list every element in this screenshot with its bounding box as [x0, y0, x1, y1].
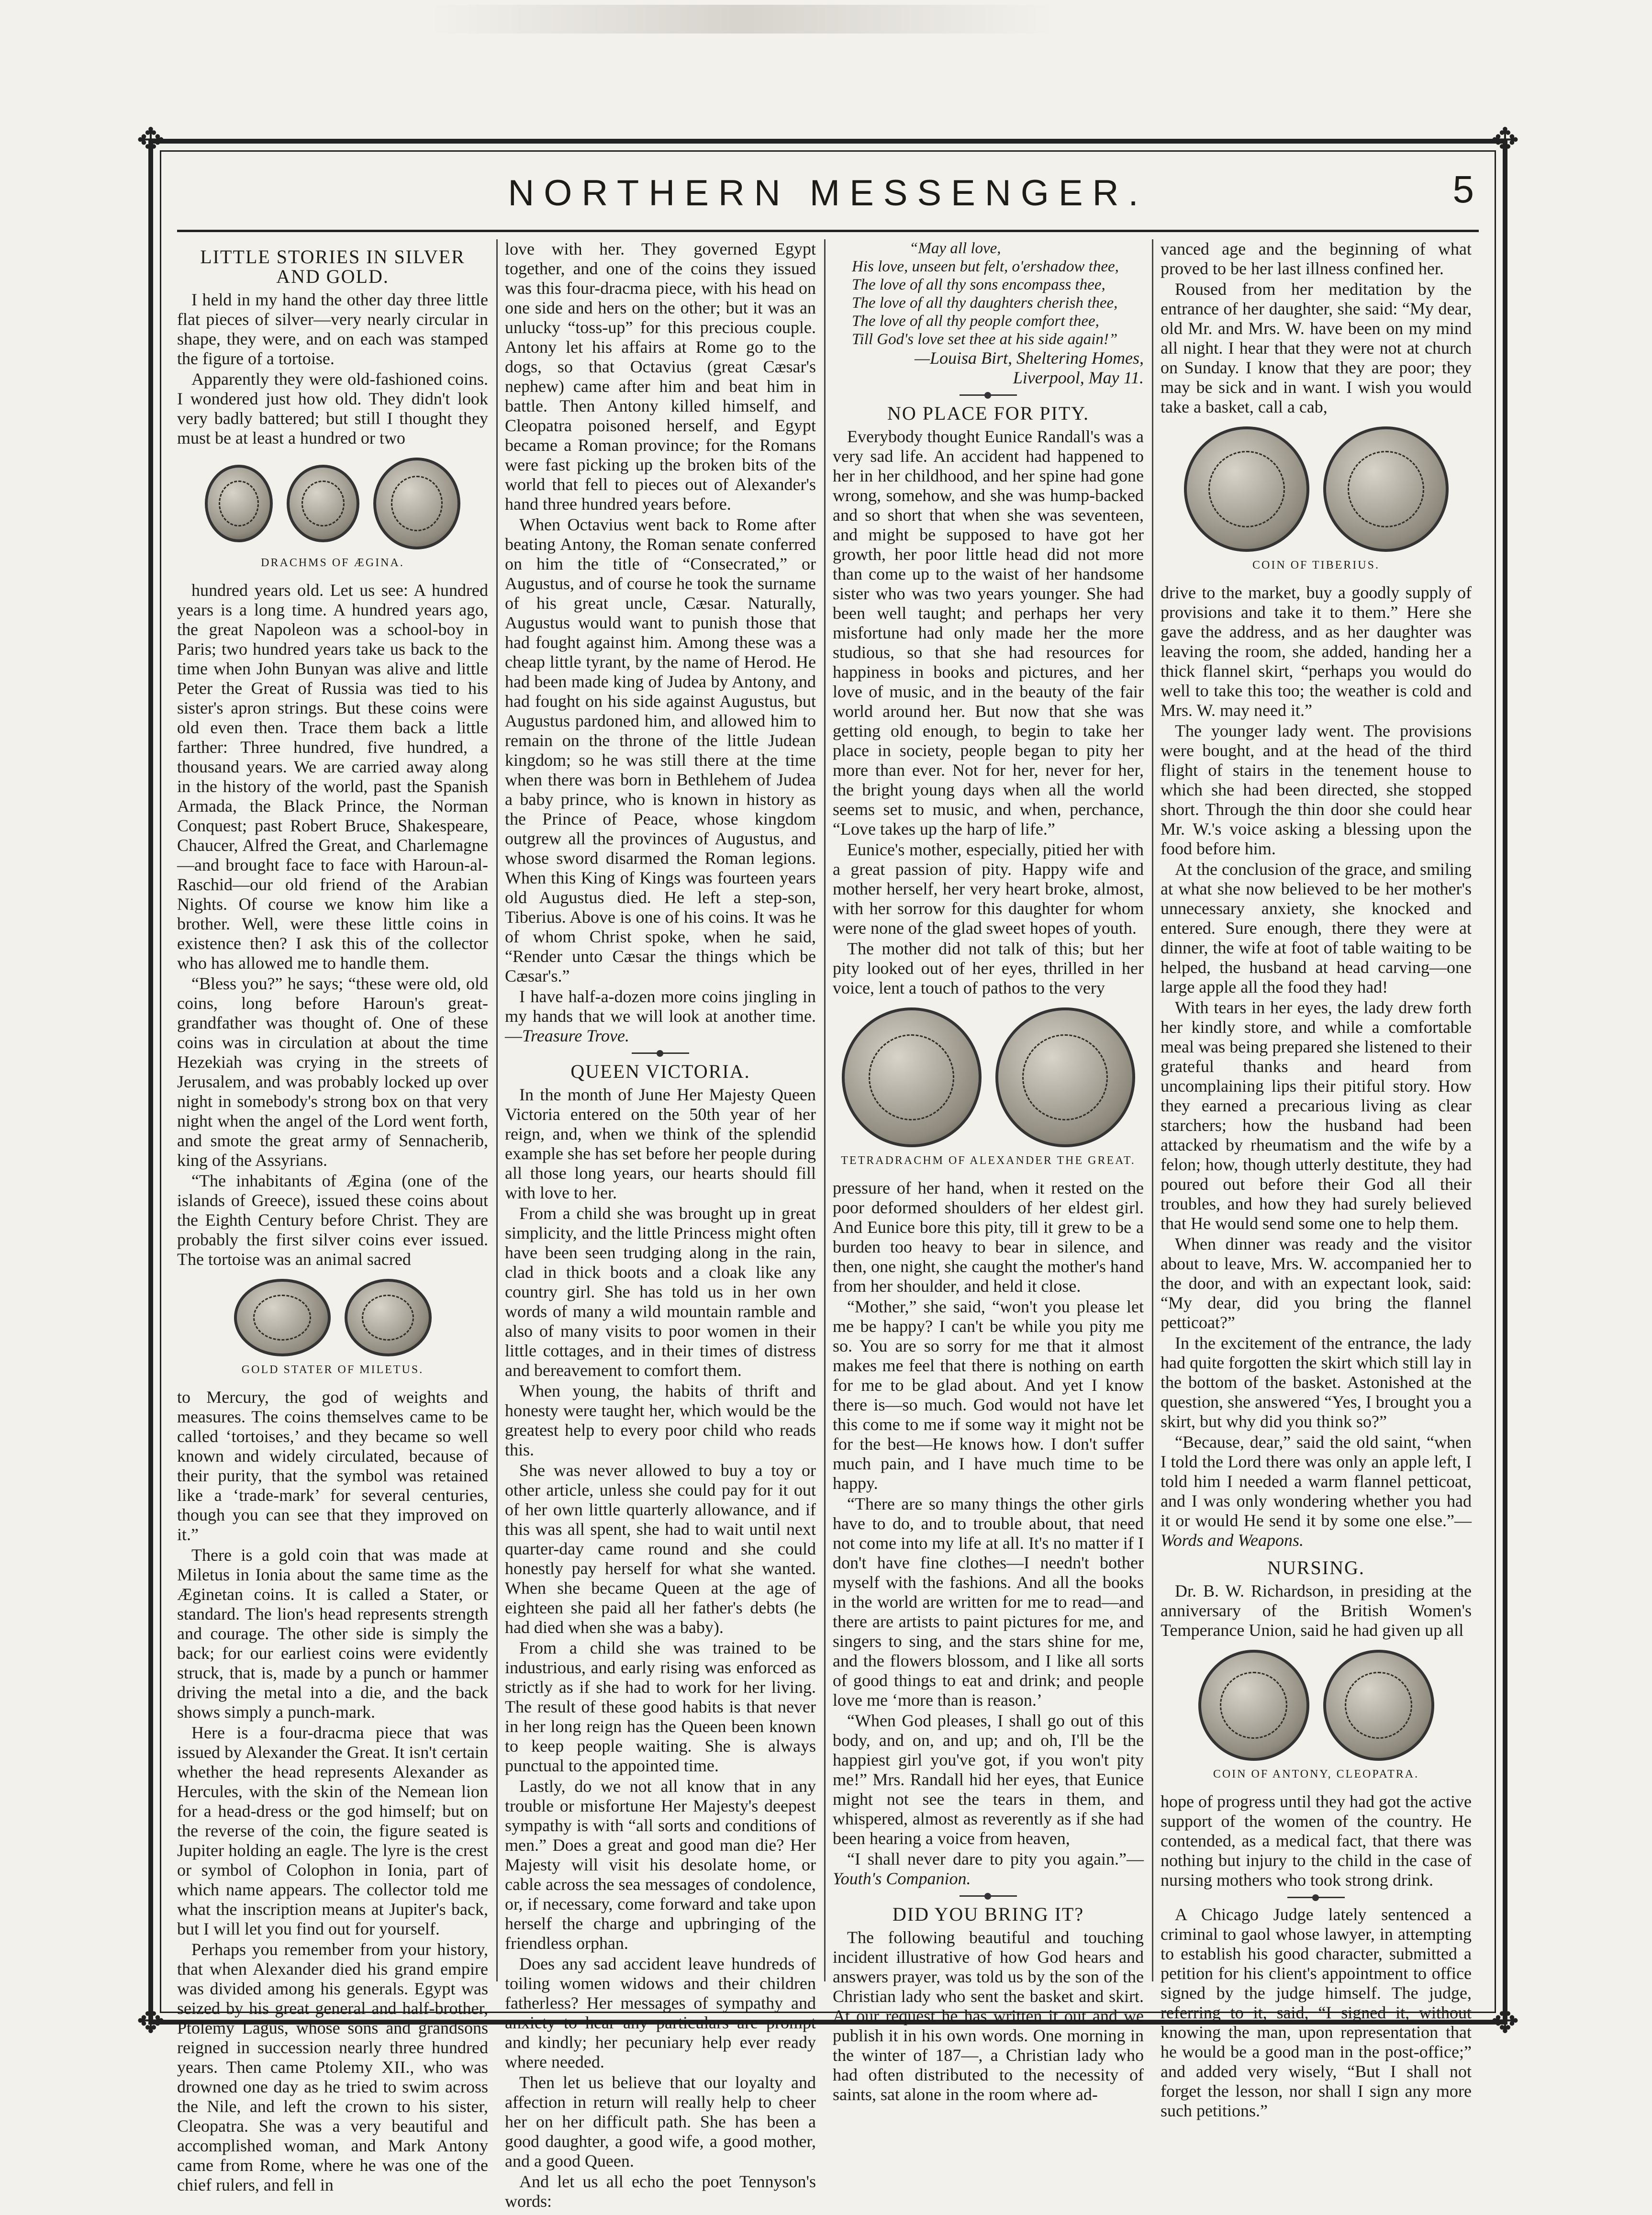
paragraph: The younger lady went. The provisions were bought, and at the head of the third flight of stairs in the tenement house to which she had been directed, she stopped short. Through the thin door she could hear Mr. W.'s voice asking a blessing upon the food before him. [1161, 721, 1472, 858]
paragraph: vanced age and the beginning of what proved to be her last illness confined her. [1161, 239, 1472, 278]
paragraph: When dinner was ready and the visitor about to leave, Mrs. W. accompanied her to the door, and with an expectant look, said: “My dear, did you bring the flannel petticoat?” [1161, 1234, 1472, 1332]
paragraph: Does any sad accident leave hundreds of toiling women widows and their children fatherless? Her messages of sympathy and anxiety to hear any particulars are prompt and kindly; her pecuniary help ever ready where needed. [505, 1954, 816, 2071]
paragraph: Dr. B. W. Richardson, in presiding at the anniversary of the British Women's Temperance Union, said he had given up all [1161, 1581, 1472, 1640]
figure-caption: COIN OF TIBERIUS. [1252, 559, 1380, 571]
figure-caption: COIN OF ANTONY, CLEOPATRA. [1213, 1768, 1419, 1780]
poem-source: —Louisa Birt, Sheltering Homes, Liverpool, May 11. [914, 348, 1144, 387]
separator [1287, 1897, 1345, 1898]
source-credit: Treasure Trove. [522, 1026, 630, 1045]
separator [960, 394, 1017, 396]
page-number: 5 [1452, 168, 1474, 211]
coin-icon [345, 1279, 432, 1356]
paragraph: The following beautiful and touching incident illustrative of how God hears and answers prayer, was told us by the son of the Christian lady who sent the basket and skirt. At our request he has written it out and we publish it in his own words. One morning in the winter of 187—, a Christian lady who had often distributed to the necessity of saints, sat alone in the room where ad- [833, 1928, 1144, 2104]
paragraph: There is a gold coin that was made at Miletus in Ionia about the same time as the Æginetan coins. It is called a Stater, or standard. The lion's head represents strength and courage. The other side is simply the back; for our earliest coins were evidently struck, that is, made by a punch or hammer driving the metal into a die, and the back shows simply a punch-mark. [177, 1545, 488, 1722]
source-credit: Words and Weapons. [1161, 1531, 1304, 1550]
paragraph: Then let us believe that our loyalty and affection in return will really help to cheer her on her difficult path. She has been a good daughter, a good wife, a good mother, and a good Queen. [505, 2073, 816, 2170]
poem-line: The love of all thy daughters cherish thee, [852, 294, 1118, 312]
paragraph: pressure of her hand, when it rested on the poor deformed shoulders of her eldest girl. And Eunice bore this pity, till it grew to be a burden too heavy to bear in silence, and then, one night, she caught the mother's hand from her shoulder, and held it close. [833, 1178, 1144, 1296]
paragraph: In the month of June Her Majesty Queen Victoria entered on the 50th year of her reign, and, when we think of the splendid example she has set before her people during all those long years, our hearts should fill with love to her. [505, 1085, 816, 1202]
paragraph-text: “I shall never dare to pity you again.”— [847, 1849, 1144, 1868]
sc-coin-icon [1323, 426, 1449, 552]
paragraph: Eunice's mother, especially, pitied her with a great passion of pity. Happy wife and mother herself, her very heart broke, almost, with her sorrow for this daughter for whom were none of the glad sweet hopes of youth. [833, 840, 1144, 938]
paragraph: Apparently they were old-fashioned coins. I wondered just how old. They didn't look very badly battered; but still I thought they must be at least a hundred or two [177, 369, 488, 447]
paragraph: “There are so many things the other girls have to do, and to trouble about, that need not come into my life at all. It's no matter if I don't have fine clothes—I needn't bother myself with the fashions. And all the books in the world are written for me to read—and there are artists to paint pictures for me, and singers to sing, and the stars shine for me, and the flowers blossom, and I like all sorts of good things to eat and drink; and people love me ‘more than is reason.’ [833, 1494, 1144, 1710]
tiberius-coin-icon [1184, 426, 1309, 552]
paragraph: Perhaps you remember from your history, that when Alexander died his grand empire was divided among his generals. Egypt was seized by his great general and half-brother, Ptolemy Lagus, whose sons and grandsons reigned in succession nearly three hundred years. Then came Ptolemy XII., who was drowned one day as he tried to swim across the Nile, and left the crown to his sister, Cleopatra. She was a very beautiful and accomplished woman, and Mark Antony came from Rome, where he was one of the chief rulers, and fell in [177, 1940, 488, 2194]
masthead: NORTHERN MESSENGER. [508, 173, 1148, 213]
corner-ornament-icon: ✥ [1491, 123, 1519, 159]
separator [960, 1895, 1017, 1897]
paragraph: When young, the habits of thrift and honesty were taught her, which would be the greatest help to every poor child who reads this. [505, 1381, 816, 1459]
paragraph: From a child she was trained to be industrious, and early rising was enforced as strictly as if she had to work for her living. The result of these good habits is that never in her long reign has the Queen been known to keep people waiting. She is always punctual to the appointed time. [505, 1638, 816, 1775]
article-title: NURSING. [1267, 1557, 1365, 1578]
figure-antony-cleopatra [1161, 1650, 1472, 1784]
antony-coin-icon [1198, 1650, 1309, 1761]
figure-drachms [177, 458, 488, 573]
tortoise-coin-icon [373, 458, 460, 549]
poem-line: Till God's love set thee at his side again!” [852, 331, 1118, 348]
column-rule [824, 239, 826, 1981]
paragraph: Lastly, do we not all know that in any trouble or misfortune Her Majesty's deepest sympathy is with “all sorts and conditions of men.” Does a great and good man die? Her Majesty will visit his desolate home, or cable across the sea messages of condolence, or, if necessary, come forward and take upon herself the charge and upbringing of the friendless orphan. [505, 1777, 816, 1953]
paragraph [505, 987, 816, 1046]
paragraph: When Octavius went back to Rome after beating Antony, the Roman senate conferred on him the title of “Consecrated,” or Augustus, and of course he took the surname of his great uncle, Cæsar. Naturally, Augustus would want to punish those that had fought against him. Among these was a cheap little tyrant, by the name of Herod. He had been made king of Judea by Antony, and had fought on his side against Augustus, but Augustus pardoned him, and allowed him to remain on the throne of the little Judean kingdom; so he was still there at the time when there was born in Bethlehem of Judea a baby prince, who is known in history as the Prince of Peace, whose kingdom outgrew all the provinces of Augustus, and whose sword disarmed the Roman legions. When this King of Kings was fourteen years old Augustus died. He left a step-son, Tiberius. Above is one of his coins. It was he of whom Christ spoke, when he said, “Render unto Cæsar the things which be Cæsar's.” [505, 515, 816, 985]
paragraph [833, 1849, 1144, 1889]
article-title: QUEEN VICTORIA. [570, 1061, 750, 1082]
paragraph: At the conclusion of the grace, and smiling at what she now believed to be her mother's unnecessary anxiety, she knocked and entered. Sure enough, there they were at dinner, the wife at foot of table waiting to be helped, the husband at head carving—one large apple all the food they had! [1161, 860, 1472, 996]
figure-stater [177, 1279, 488, 1380]
paragraph: “Mother,” she said, “won't you please let me be happy? I can't be while you pity me so. You are so sorry for me that it almost makes me feel that there is nothing on earth for me to be glad about. And yet I know there is—so much. God would not have let this come to me if some way it might not be for the best—He knows how. I don't suffer much pain, and I have much time to be happy. [833, 1297, 1144, 1493]
article-title: LITTLE STORIES IN SILVER AND GOLD. [200, 246, 465, 287]
paragraph: Here is a four-dracma piece that was issued by Alexander the Great. It isn't certain whether the head represents Alexander as Hercules, with the skin of the Nemean lion for a head-dress or the god himself; but on the reverse of the coin, the figure seated is Jupiter holding an eagle. The lyre is the crest or symbol of Colophon in Ionia, part of which name appears. The collector told me what the inscription means at Jupiter's back, but I will let you find out for yourself. [177, 1723, 488, 1938]
paragraph: Roused from her meditation by the entrance of her daughter, she said: “My dear, old Mr. and Mrs. W. have been on my mind all night. I hear that they were not at church on Sunday. I know that they are poor; they may be sick and in want. I wish you would take a basket, call a cab, [1161, 280, 1472, 416]
poem-line: “May all love, [909, 240, 1001, 257]
column-rule [496, 239, 498, 1981]
column-1 [177, 239, 488, 2196]
corner-ornament-icon: ✥ [1491, 2003, 1519, 2040]
figure-tetradrachm [833, 1007, 1144, 1171]
tortoise-coin-icon [287, 465, 359, 542]
paragraph: drive to the market, buy a goodly supply of provisions and take it to them.” Here she gave the address, and as her daughter was leaving the room, she added, handing her a thick flannel skirt, “perhaps you would do well to take this too; the weather is cold and Mrs. W. may need it.” [1161, 583, 1472, 720]
figure-caption: TETRADRACHM OF ALEXANDER THE GREAT. [841, 1154, 1136, 1167]
figure-caption: GOLD STATER OF MILETUS. [241, 1364, 424, 1376]
coin-icon [205, 465, 273, 542]
paragraph: “Bless you?” he says; “these were old, old coins, long before Haroun's great-grandfather was thought of. One of these coins was in circulation at about the time Hezekiah was crying in the streets of Jerusalem, and was probably locked up over night in somebody's strong box on that very night when the angel of the Lord went forth, and smote the great army of Sennacherib, king of the Assyrians. [177, 974, 488, 1170]
paragraph: In the excitement of the entrance, the lady had quite forgotten the skirt which still lay in the bottom of the basket. Astonished at the question, she answered “Yes, I brought you a skirt, but why did you think so?” [1161, 1333, 1472, 1431]
column-rule [1152, 239, 1153, 1981]
paragraph: Everybody thought Eunice Randall's was a very sad life. An accident had happened to her in her childhood, and her spine had gone wrong, somehow, and she was hump-backed and so short that when she was seventeen, and might be supposed to have got her growth, her poor little head did not more than come up to the waist of her handsome sister who was two years younger. She had been well taught; and perhaps her very misfortune had only made her the more studious, so that she had resources for happiness in books and pictures, and her love of music, and in the beauty of the fair world around her. But now that she was getting old enough, to begin to take her place in society, people began to pity her more than ever. Not for her, never for her, the bright young days when all the world seems set to music, and when, perchance, “Love takes up the harp of life.” [833, 427, 1144, 839]
poem [852, 239, 1144, 348]
paragraph: From a child she was brought up in great simplicity, and the little Princess might often have been seen trudging along in the rain, clad in thick boots and a cloak like any country girl. She has told us in her own words of many a wild mountain ramble and also of many visits to poor women in their little cottages, and in their times of distress and bereavement to comfort them. [505, 1204, 816, 1380]
paragraph: to Mercury, the god of weights and measures. The coins themselves came to be called ‘tortoises,’ and they became so well known and widely circulated, because of their purity, that the symbol was retained like a ‘trade-mark’ for several centuries, though you can see that they improved on it.” [177, 1387, 488, 1544]
poem-line: The love of all thy people comfort thee, [852, 313, 1099, 330]
corner-ornament-icon: ✥ [136, 2003, 165, 2040]
paragraph: love with her. They governed Egypt together, and one of the coins they issued was this four-dracma piece, with his head on one side and hers on the other; but it was an unlucky “toss-up” for this precious couple. Antony let his affairs at Rome go to the dogs, so that Octavius (great Cæsar's nephew) came after him and beat him in battle. Then Antony killed himself, and Cleopatra poisoned herself, and Egypt became a Roman province; for the Romans were fast picking up the broken bits of the world that fell to pieces out of Alexander's hand three hundred years before. [505, 239, 816, 514]
figure-caption: DRACHMS OF ÆGINA. [261, 557, 404, 569]
paragraph: And let us all echo the poet Tennyson's words: [505, 2172, 816, 2211]
paragraph: The mother did not talk of this; but her pity looked out of her eyes, thrilled in her voice, lent a touch of pathos to the very [833, 939, 1144, 997]
poem-line: The love of all thy sons encompass thee, [852, 276, 1105, 293]
paragraph: “The inhabitants of Ægina (one of the islands of Greece), issued these coins about the Eighth Century before Christ. They are probably the first silver coins ever issued. The tortoise was an animal sacred [177, 1171, 488, 1269]
separator [632, 1052, 689, 1054]
source-credit: Youth's Companion. [833, 1869, 971, 1888]
page-header [177, 168, 1479, 232]
column-2 [505, 239, 816, 2212]
cleopatra-coin-icon [1323, 1650, 1434, 1761]
paragraph-text: “Because, dear,” said the old saint, “when I told the Lord there was only an apple left, I told him I needed a warm flannel petticoat, and I was only wondering whether you had it or would He send it by some one else.”— [1161, 1432, 1472, 1530]
article-title: NO PLACE FOR PITY. [887, 403, 1089, 424]
alexander-coin-icon [842, 1007, 982, 1147]
paragraph: She was never allowed to buy a toy or other article, unless she could pay for it out of her own little quarterly allowance, and if this was all spent, she had to wait until next quarter-day came round and she could honestly pay herself for what she wanted. When she became Queen at the age of eighteen she paid all her father's debts (he had died when she was a baby). [505, 1461, 816, 1637]
paragraph: I held in my hand the other day three little flat pieces of silver—very nearly circular in shape, they were, and on each was stamped the figure of a tortoise. [177, 290, 488, 368]
paragraph: hundred years old. Let us see: A hundred years is a long time. A hundred years ago, the great Napoleon was a school-boy in Paris; two hundred years take us back to the time when John Bunyan was alive and little Peter the Great of Russia was tied to his sister's apron strings. But these coins were old even then. Trace them back a little farther: Three hundred, five hundred, a thousand years. We are carried away along in the history of the world, past the Spanish Armada, the Black Prince, the Norman Conquest; past Robert Bruce, Shakespeare, Chaucer, Alfred the Great, and Charlemagne—and brought face to face with Haroun-al-Raschid—our old friend of the Arabian Nights. Of course we know him like a brother. Well, were these little coins in existence then? I ask this of the collector who has allowed me to handle them. [177, 581, 488, 973]
paragraph: “When God pleases, I shall go out of this body, and on, and up; and oh, I'll be the happiest girl you've got, if you won't pity me!” Mrs. Randall hid her eyes, that Eunice might not see the tears in them, and whispered, almost as reverently as if she had been hearing a voice from heaven, [833, 1711, 1144, 1848]
lion-coin-icon [234, 1279, 331, 1356]
column-3 [833, 239, 1144, 2105]
poem-line: His love, unseen but felt, o'ershadow thee, [852, 258, 1119, 275]
newspaper-page [136, 123, 1519, 2211]
paragraph: With tears in her eyes, the lady drew forth her kindly store, and while a comfortable meal was being prepared she listened to their grateful thanks and heard from uncomplaining lips their pitiful story. How they earned a precarious living as clear starchers; how the husband had been attacked by rheumatism and the wife by a felon; how, though utterly destitute, they had poured out before their God all their troubles, and how they had surely believed that He would send some one to help them. [1161, 998, 1472, 1233]
paragraph: hope of progress until they had got the active support of the women of the country. He contended, as a medical fact, that there was nothing but injury to the child in the case of nursing mothers who took strong drink. [1161, 1792, 1472, 1890]
article-title: DID YOU BRING IT? [892, 1903, 1084, 1925]
corner-ornament-icon: ✥ [136, 123, 165, 159]
paragraph [1161, 1432, 1472, 1550]
print-smudge [431, 5, 1053, 34]
jupiter-coin-icon [995, 1007, 1135, 1147]
figure-tiberius [1161, 426, 1472, 575]
paragraph: A Chicago Judge lately sentenced a criminal to gaol whose lawyer, in attempting to establish his good character, submitted a petition for his client's appointment to office signed by the judge himself. The judge, referring to it, said, “I signed it, without knowing the man, upon representation that he would be a good man in the post-office;” and added very wisely, “But I shall not forget the lesson, nor shall I sign any more such petitions.” [1161, 1905, 1472, 2120]
column-4 [1161, 239, 1472, 2122]
paragraph-text: I have half-a-dozen more coins jingling in my hands that we will look at another time.— [505, 987, 816, 1045]
